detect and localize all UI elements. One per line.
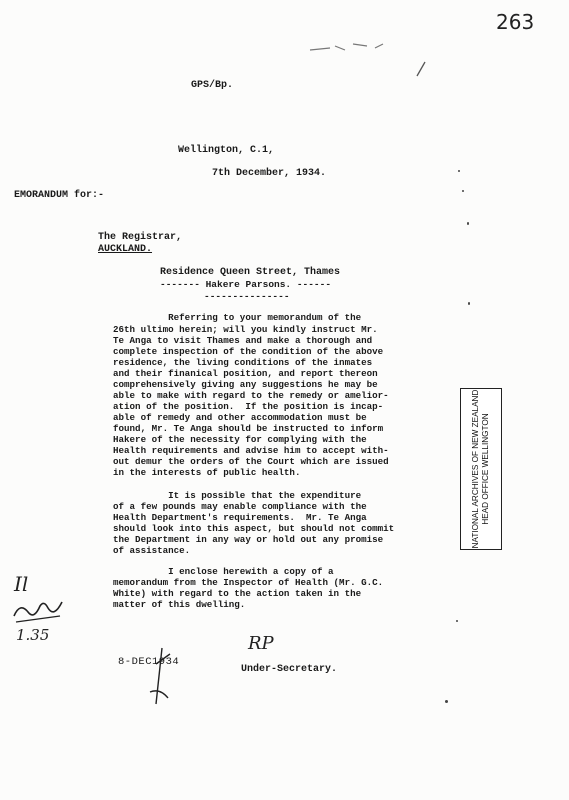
- scan-speck: [468, 302, 470, 305]
- archive-stamp-line-2: HEAD OFFICE WELLINGTON: [481, 413, 490, 525]
- margin-note-2: 1.35: [16, 626, 50, 644]
- subject-line-2: ------- Hakere Parsons. ------: [160, 279, 332, 290]
- date-line: 7th December, 1934.: [212, 168, 327, 179]
- paragraph-2-line: It is possible that the expenditure: [113, 490, 362, 501]
- scan-speck: [467, 222, 469, 225]
- received-date-stamp: 8-DEC1934: [118, 656, 180, 668]
- paragraph-3-line: I enclose herewith a copy of a: [113, 566, 334, 577]
- addressee-line-1: The Registrar,: [98, 232, 183, 243]
- signature-initials: RP: [248, 633, 274, 654]
- addressee-line-2: AUCKLAND.: [98, 244, 153, 255]
- page-number: 263: [496, 10, 535, 34]
- paragraph-1-line: residence, the living conditions of the inmates: [113, 357, 373, 368]
- signature-title: Under-Secretary.: [241, 664, 338, 675]
- paragraph-2-line: Health Department's requirements. Mr. Te Anga: [113, 512, 367, 523]
- faint-stamp-marks: [305, 36, 435, 86]
- paragraph-1-line: found, Mr. Te Anga should be instructed to inform: [113, 423, 384, 434]
- paragraph-2-line: should look into this aspect, but should not commit: [113, 523, 395, 534]
- paragraph-1-line: Referring to your memorandum of the: [113, 312, 362, 323]
- subject-line-3: ---------------: [204, 291, 290, 302]
- paragraph-1-line: Health requirements and advise him to accept with-: [113, 445, 389, 456]
- margin-note-1: Il: [14, 572, 29, 596]
- scan-speck: [458, 170, 460, 172]
- paragraph-2-line: the Department in any way or hold out any promise: [113, 534, 384, 545]
- place-line: Wellington, C.1,: [178, 145, 275, 156]
- paragraph-3-line: White) with regard to the action taken in the: [113, 588, 362, 599]
- paragraph-3-line: matter of this dwelling.: [113, 599, 246, 610]
- reference-code: GPS/Bp.: [191, 80, 234, 91]
- paragraph-1-line: Te Anga to visit Thames and make a thorough and: [113, 335, 373, 346]
- subject-line-1: Residence Queen Street, Thames: [160, 267, 341, 278]
- paragraph-2-line: of assistance.: [113, 545, 191, 556]
- paragraph-1-line: ation of the position. If the position is incap-: [113, 401, 384, 412]
- scan-speck: [462, 190, 464, 192]
- scan-speck: [445, 700, 448, 703]
- paragraph-1-line: in the interests of public health.: [113, 467, 301, 478]
- paragraph-1-line: complete inspection of the condition of the above: [113, 346, 384, 357]
- paragraph-1-line: 26th ultimo herein; will you kindly instruct Mr.: [113, 324, 378, 335]
- archive-stamp-line-1: NATIONAL ARCHIVES OF NEW ZEALAND: [471, 389, 480, 549]
- scan-speck: [456, 620, 458, 622]
- paragraph-3-line: memorandum from the Inspector of Health (Mr. G.C.: [113, 577, 384, 588]
- archive-stamp: [460, 388, 502, 550]
- paragraph-1-line: Hakere of the necessity for complying with the: [113, 434, 367, 445]
- paragraph-1-line: out demur the orders of the Court which are issued: [113, 456, 389, 467]
- archive-stamp-text: [471, 390, 491, 549]
- paragraph-1-line: able of remedy and other accommodation must be: [113, 412, 367, 423]
- paragraph-2-line: of a few pounds may enable compliance with the: [113, 501, 367, 512]
- paragraph-1-line: able to make with regard to the remedy or amelior-: [113, 390, 389, 401]
- paragraph-1-line: comprehensively giving any suggestions he may be: [113, 379, 378, 390]
- paragraph-1-line: and their finanical position, and report thereon: [113, 368, 378, 379]
- memorandum-label: EMORANDUM for:-: [14, 190, 105, 201]
- date-stamp-scrawl: [136, 644, 180, 710]
